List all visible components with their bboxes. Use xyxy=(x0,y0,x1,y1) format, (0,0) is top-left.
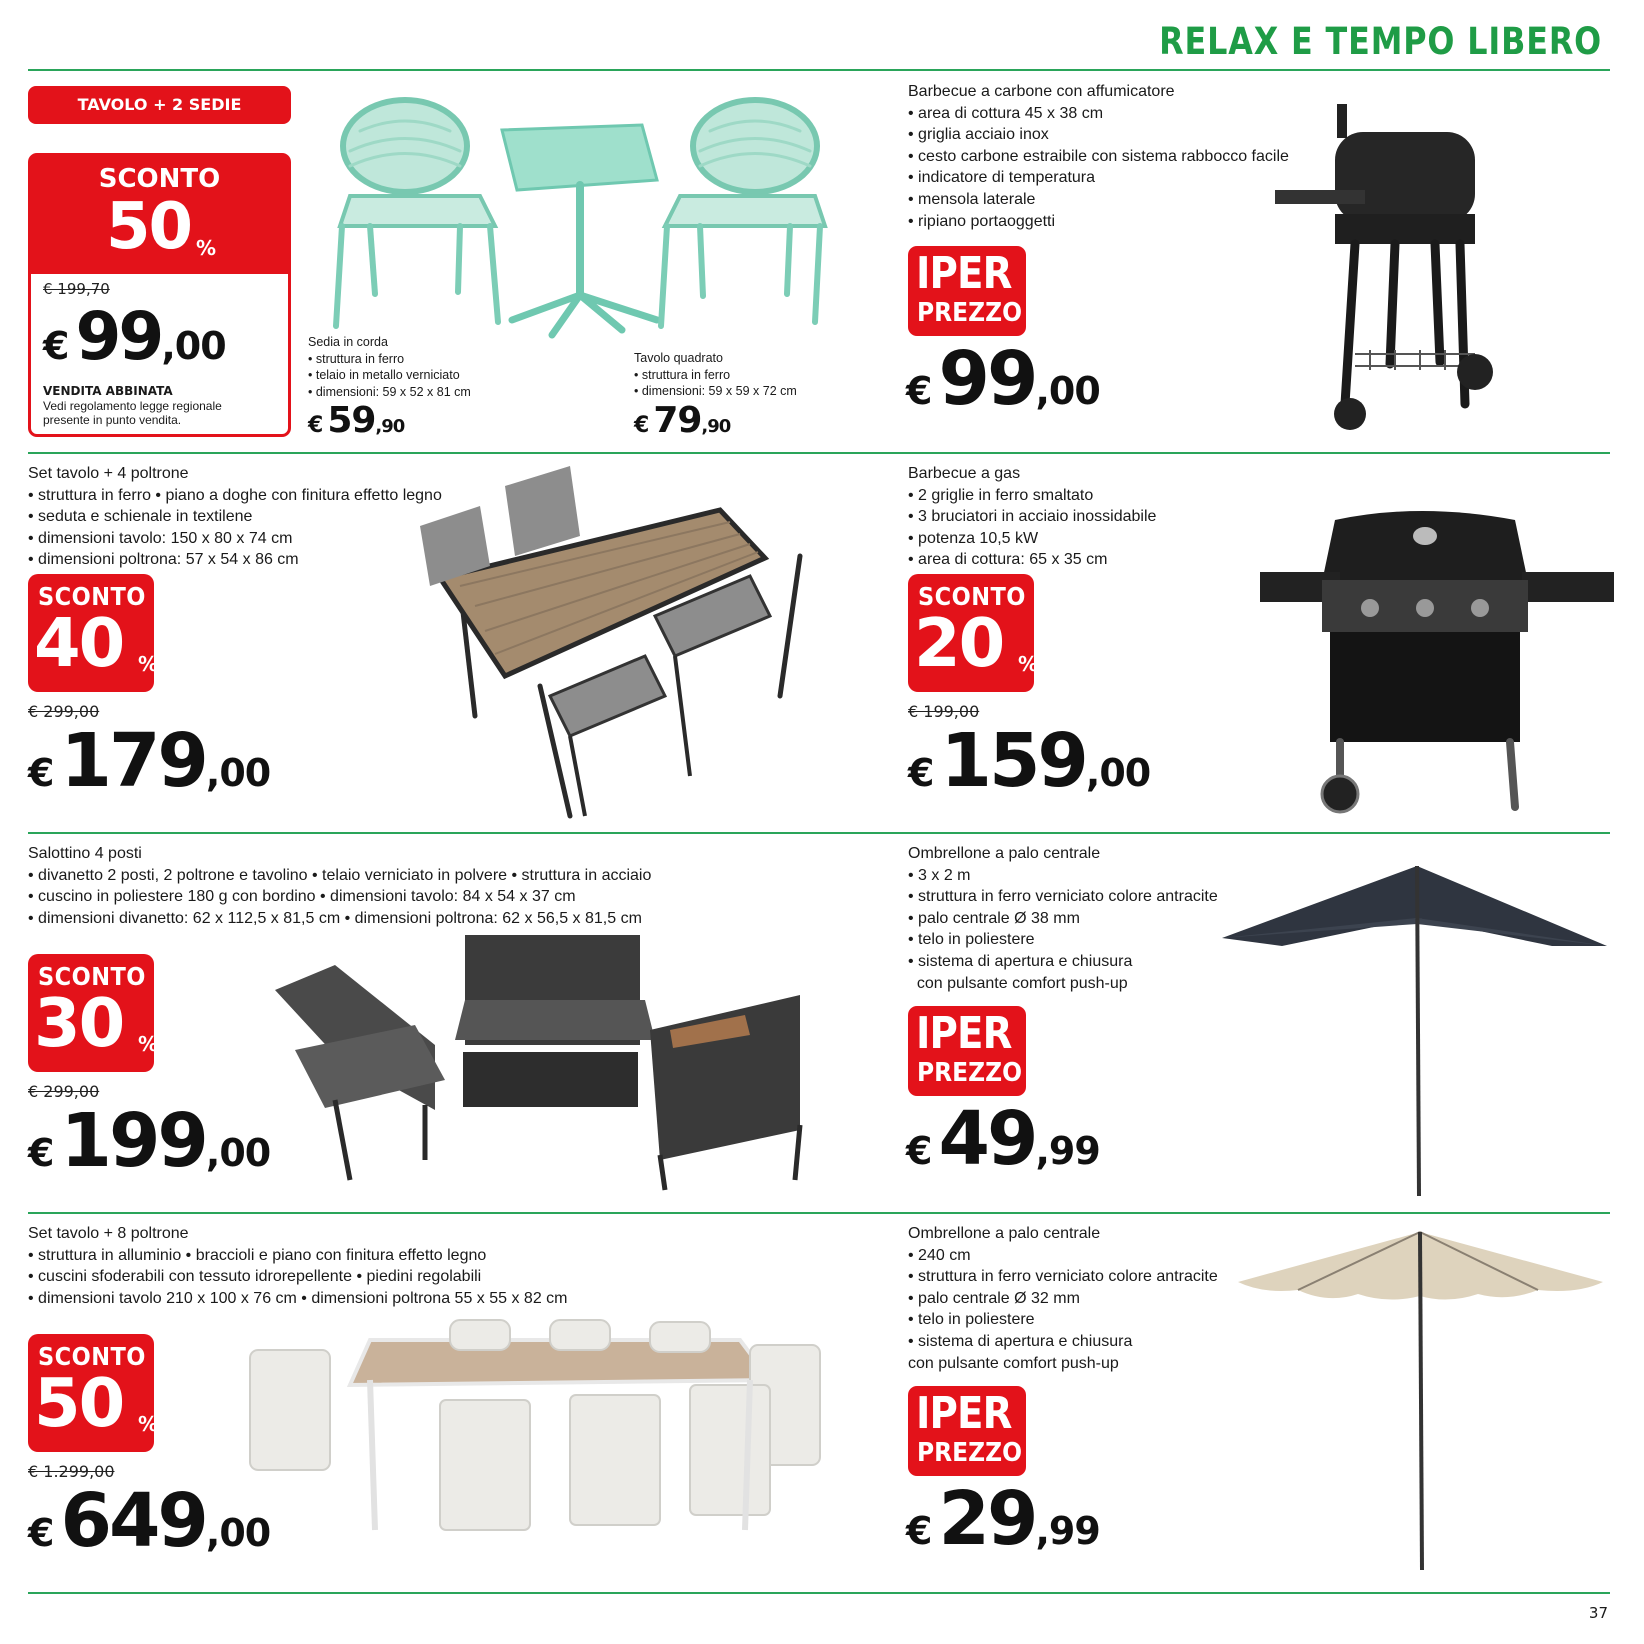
product-bullet: • palo centrale Ø 32 mm xyxy=(908,1289,1080,1307)
lounge-price xyxy=(28,1098,270,1184)
product-bullet: con pulsante comfort push-up xyxy=(908,1354,1119,1372)
badge-percent: 40 xyxy=(34,604,124,682)
badge-line2: PREZZO xyxy=(917,298,1022,328)
product-bullet: • divanetto 2 posti, 2 poltrone e tavolino • telaio verniciato in polvere • struttura in acciaio xyxy=(28,866,652,884)
divider xyxy=(28,69,1610,71)
price-decimals: ,00 xyxy=(1085,751,1151,795)
price-currency: € xyxy=(906,369,933,413)
price-decimals: ,99 xyxy=(1035,1509,1100,1553)
umbrella-3x2-description xyxy=(908,843,1218,994)
product-bullet: • struttura in ferro xyxy=(634,367,731,382)
product-title: Set tavolo + 8 poltrone xyxy=(28,1225,189,1242)
section-title: RELAX E TEMPO LIBERO xyxy=(1159,20,1602,63)
combo-price-box xyxy=(28,153,291,437)
combo-note-title: VENDITA ABBINATA xyxy=(43,384,173,398)
sconto-badge xyxy=(28,1334,159,1452)
badge-line1: IPER xyxy=(916,248,1012,299)
set8-description xyxy=(28,1223,568,1309)
price-currency: € xyxy=(28,1511,55,1555)
divider xyxy=(28,832,1610,834)
old-price: € 299,00 xyxy=(28,702,100,721)
price-integer: 199 xyxy=(60,1098,206,1184)
badge-percent: 50 xyxy=(106,190,192,264)
product-bullet: • seduta e schienale in textilene xyxy=(28,508,253,526)
square-table-image xyxy=(492,120,672,350)
charcoal-bbq-image xyxy=(1275,104,1515,440)
price-currency: € xyxy=(308,413,324,438)
rope-chair-image xyxy=(330,96,510,336)
product-bullet: • area di cottura 45 x 38 cm xyxy=(908,104,1104,122)
price xyxy=(43,298,226,375)
price-currency: € xyxy=(634,413,650,438)
combo-discount-badge xyxy=(31,156,288,274)
price-decimals: ,00 xyxy=(205,1131,271,1175)
product-bullet: • 2 griglie in ferro smaltato xyxy=(908,486,1094,504)
product-title: Tavolo quadrato xyxy=(634,351,723,365)
product-bullet: • cesto carbone estraibile con sistema rabbocco facile xyxy=(908,147,1289,165)
price-decimals: ,90 xyxy=(375,416,405,437)
divider xyxy=(28,1212,1610,1214)
price-currency: € xyxy=(908,751,935,795)
sconto-badge xyxy=(908,574,1039,692)
badge-label: SCONTO xyxy=(38,582,146,611)
product-bullet: • 240 cm xyxy=(908,1246,971,1264)
price-decimals: ,99 xyxy=(1035,1129,1100,1173)
price-currency: € xyxy=(28,751,55,795)
price-decimals: ,00 xyxy=(161,324,226,368)
rope-chair-image xyxy=(655,96,835,336)
combo-note-line2: presente in punto vendita. xyxy=(43,413,182,427)
combo-tag-text: TAVOLO + 2 SEDIE xyxy=(77,95,242,114)
old-price: € 299,00 xyxy=(28,1082,100,1101)
product-bullet: • telo in poliestere xyxy=(908,931,1035,949)
product-bullet: • dimensioni divanetto: 62 x 112,5 x 81,5 cm • dimensioni poltrona: 62 x 56,5 x 81,5 cm xyxy=(28,909,642,927)
bbq-charcoal-price xyxy=(906,336,1100,422)
product-title: Sedia in corda xyxy=(308,335,388,349)
product-bullet: • ripiano portaoggetti xyxy=(908,212,1056,230)
product-bullet: • sistema di apertura e chiusura xyxy=(908,1332,1133,1350)
umbrella-240-price xyxy=(906,1476,1100,1562)
badge-percent: 50 xyxy=(34,1364,124,1442)
badge-line2: PREZZO xyxy=(917,1058,1022,1088)
product-bullet: • griglia acciaio inox xyxy=(908,126,1049,144)
product-bullet: • dimensioni: 59 x 52 x 81 cm xyxy=(308,384,471,399)
product-title: Ombrellone a palo centrale xyxy=(908,845,1101,862)
percent-sign: % xyxy=(138,652,159,676)
product-bullet: • dimensioni tavolo 210 x 100 x 76 cm • dimensioni poltrona 55 x 55 x 82 cm xyxy=(28,1289,568,1307)
square-table-price xyxy=(634,400,730,441)
sconto-badge xyxy=(28,954,159,1072)
product-bullet: • 3 x 2 m xyxy=(908,866,971,884)
chair-description xyxy=(308,334,471,400)
price-integer: 159 xyxy=(940,718,1086,804)
product-bullet: • struttura in ferro • piano a doghe con finitura effetto legno xyxy=(28,486,442,504)
product-bullet: • area di cottura: 65 x 35 cm xyxy=(908,551,1108,569)
umbrella-dark-image xyxy=(1222,866,1612,1198)
price-currency: € xyxy=(906,1509,933,1553)
iper-prezzo-badge xyxy=(908,1006,1026,1096)
price-decimals: ,90 xyxy=(701,416,731,437)
old-price: € 1.299,00 xyxy=(28,1462,115,1481)
set4-price xyxy=(28,718,270,804)
lounge-description xyxy=(28,843,651,929)
badge-label: SCONTO xyxy=(918,582,1026,611)
badge-label: SCONTO xyxy=(98,164,221,194)
iper-prezzo-badge xyxy=(908,246,1026,336)
product-bullet: • indicatore di temperatura xyxy=(908,169,1096,187)
price-integer: 99 xyxy=(938,336,1036,422)
old-price: € 199,00 xyxy=(908,702,980,721)
bbq-gas-description xyxy=(908,463,1156,571)
product-bullet: • struttura in ferro verniciato colore antracite xyxy=(908,1268,1218,1286)
set4-furniture-image xyxy=(420,466,820,818)
set4-description xyxy=(28,463,442,571)
product-title: Barbecue a carbone con affumicatore xyxy=(908,83,1175,100)
price-currency: € xyxy=(28,1131,55,1175)
badge-label: SCONTO xyxy=(38,1342,146,1371)
badge-percent: 30 xyxy=(34,984,124,1062)
percent-sign: % xyxy=(196,236,217,260)
square-table-description xyxy=(634,350,797,400)
umbrella-beige-image xyxy=(1238,1232,1608,1572)
price-integer: 649 xyxy=(60,1478,206,1564)
chair-price xyxy=(308,400,404,441)
gas-bbq-image xyxy=(1260,512,1616,820)
lounge-furniture-image xyxy=(275,930,825,1200)
page-number: 37 xyxy=(1588,1604,1608,1622)
set8-furniture-image xyxy=(250,1310,830,1586)
price-integer: 49 xyxy=(938,1096,1036,1182)
product-bullet: • potenza 10,5 kW xyxy=(908,529,1039,547)
sconto-badge xyxy=(28,574,159,692)
product-bullet: • dimensioni tavolo: 150 x 80 x 74 cm xyxy=(28,529,293,547)
product-title: Barbecue a gas xyxy=(908,465,1021,482)
badge-label: SCONTO xyxy=(38,962,146,991)
product-bullet: • struttura in ferro xyxy=(308,351,405,366)
product-bullet: • 3 bruciatori in acciaio inossidabile xyxy=(908,508,1157,526)
product-bullet: • struttura in ferro verniciato colore antracite xyxy=(908,888,1218,906)
combo-tag xyxy=(28,86,291,124)
product-bullet: • sistema di apertura e chiusura xyxy=(908,952,1133,970)
price-integer: 59 xyxy=(327,400,376,441)
old-price: € 199,70 xyxy=(43,280,110,298)
price-integer: 99 xyxy=(75,298,162,375)
price-decimals: ,00 xyxy=(205,751,271,795)
product-bullet: • palo centrale Ø 38 mm xyxy=(908,909,1080,927)
percent-sign: % xyxy=(138,1032,159,1056)
product-bullet: • dimensioni: 59 x 59 x 72 cm xyxy=(634,384,797,398)
price-integer: 79 xyxy=(653,400,702,441)
bbq-charcoal-description xyxy=(908,81,1289,232)
divider xyxy=(28,452,1610,454)
iper-prezzo-badge xyxy=(908,1386,1026,1476)
badge-line1: IPER xyxy=(916,1388,1012,1439)
product-bullet: con pulsante comfort push-up xyxy=(908,974,1128,992)
product-title: Ombrellone a palo centrale xyxy=(908,1225,1101,1242)
divider xyxy=(28,1592,1610,1594)
price-integer: 179 xyxy=(60,718,206,804)
badge-line2: PREZZO xyxy=(917,1438,1022,1468)
product-bullet: • telo in poliestere xyxy=(908,1311,1035,1329)
product-bullet: • mensola laterale xyxy=(908,190,1036,208)
badge-percent: 20 xyxy=(914,604,1004,682)
set8-price xyxy=(28,1478,270,1564)
badge-line1: IPER xyxy=(916,1008,1012,1059)
umbrella-240-description xyxy=(908,1223,1218,1374)
product-bullet: • cuscino in poliestere 180 g con bordino • dimensioni tavolo: 84 x 54 x 37 cm xyxy=(28,888,576,906)
price-currency: € xyxy=(906,1129,933,1173)
product-bullet: • cuscini sfoderabili con tessuto idrorepellente • piedini regolabili xyxy=(28,1268,482,1286)
product-bullet: • dimensioni poltrona: 57 x 54 x 86 cm xyxy=(28,551,299,569)
percent-sign: % xyxy=(1018,652,1039,676)
price-decimals: ,00 xyxy=(1035,369,1100,413)
product-bullet: • telaio in metallo verniciato xyxy=(308,368,460,382)
price-currency: € xyxy=(43,324,70,368)
product-title: Set tavolo + 4 poltrone xyxy=(28,465,189,482)
product-bullet: • struttura in alluminio • braccioli e piano con finitura effetto legno xyxy=(28,1246,487,1264)
product-title: Salottino 4 posti xyxy=(28,845,142,862)
price-decimals: ,00 xyxy=(205,1511,271,1555)
umbrella-3x2-price xyxy=(906,1096,1100,1182)
bbq-gas-price xyxy=(908,718,1150,804)
price-integer: 29 xyxy=(938,1476,1036,1562)
percent-sign: % xyxy=(138,1412,159,1436)
combo-note-line1: Vedi regolamento legge regionale xyxy=(43,399,222,413)
